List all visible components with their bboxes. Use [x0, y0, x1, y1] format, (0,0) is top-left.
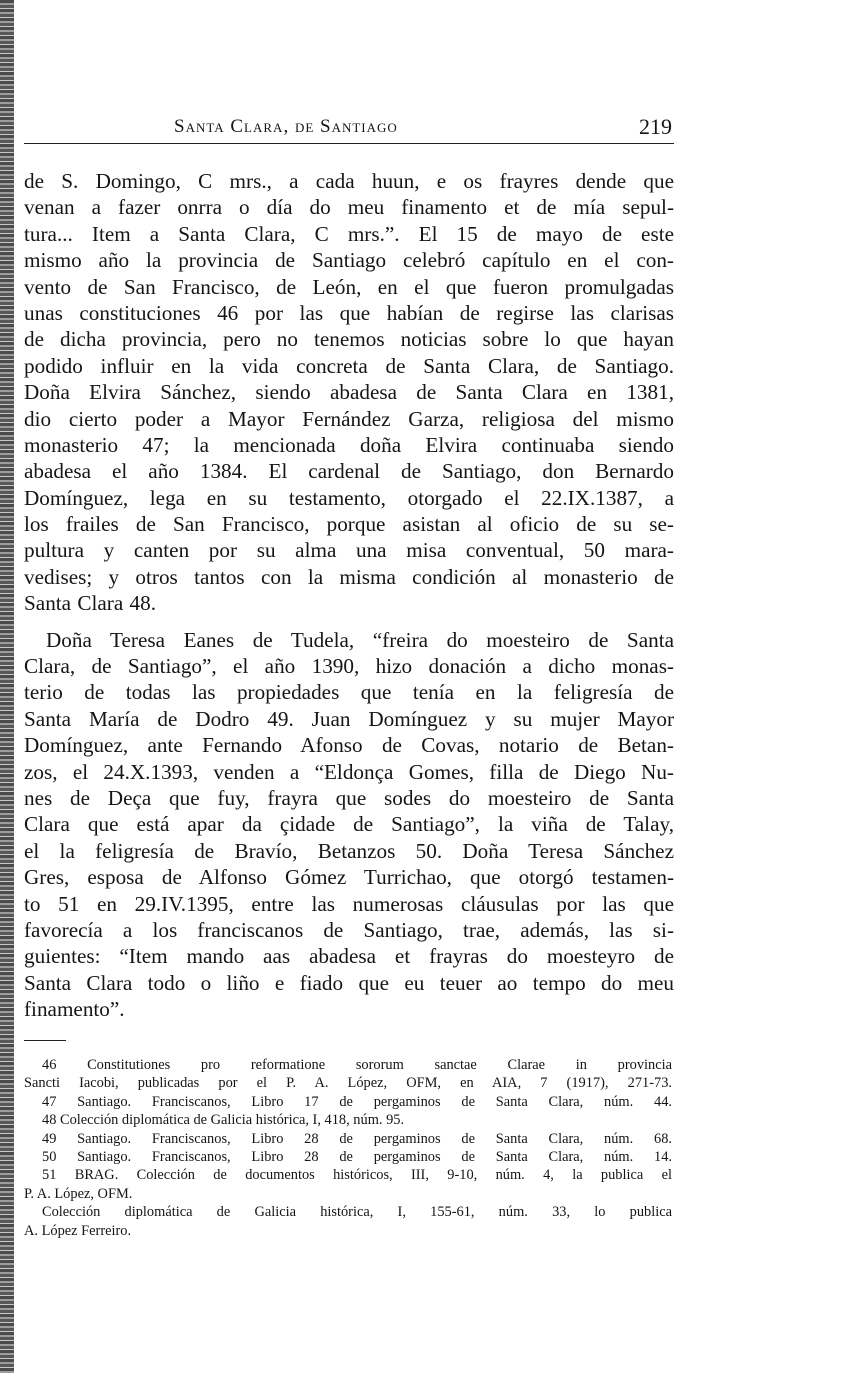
text-line: abadesa el año 1384. El cardenal de Santiago, don Bernardo	[24, 459, 674, 484]
text-line: Santa Clara 48.	[24, 591, 157, 616]
text-line: terio de todas las propiedades que tenía en la feligresía de	[24, 680, 674, 705]
text-line: Domínguez, lega en su testamento, otorgado el 22.IX.1387, a	[24, 485, 674, 510]
text-line: de dicha provincia, pero no tenemos noticias sobre lo que hayan	[24, 327, 674, 352]
text-line: unas constituciones 46 por las que habían de regirse las clarisas	[24, 300, 674, 325]
text-line: pultura y canten por su alma una misa conventual, 50 mara-	[24, 538, 674, 563]
text-line: tura... Item a Santa Clara, C mrs.”. El 15 de mayo de este	[24, 221, 674, 246]
footnote-line: Sancti Iacobi, publicadas por el P. A. López, OFM, en AIA, 7 (1917), 271-73.	[24, 1075, 672, 1092]
text-line: podido influir en la vida concreta de Santa Clara, de Santiago.	[24, 353, 674, 378]
footnote-line: 50 Santiago. Franciscanos, Libro 28 de pergaminos de Santa Clara, núm. 14.	[42, 1148, 672, 1165]
text-line: to 51 en 29.IV.1395, entre las numerosas cláusulas por las que	[24, 891, 674, 916]
text-line: mismo año la provincia de Santiago celebró capítulo en el con-	[24, 248, 674, 273]
footnote-line: P. A. López, OFM.	[24, 1185, 133, 1202]
footnote-line: 51 BRAG. Colección de documentos históricos, III, 9-10, núm. 4, la publica el	[42, 1167, 672, 1184]
text-line: zos, el 24.X.1393, venden a “Eldonça Gomes, filla de Diego Nu-	[24, 759, 674, 784]
text-line: Doña Teresa Eanes de Tudela, “freira do moesteiro de Santa	[46, 627, 674, 652]
footnote-line: 47 Santiago. Franciscanos, Libro 17 de pergaminos de Santa Clara, núm. 44.	[42, 1093, 672, 1110]
footnote-line: 46 Constitutiones pro reformatione sororum sanctae Clarae in provincia	[42, 1057, 672, 1073]
text-line: Santa Clara todo o liño e fiado que eu teuer ao tempo do meu	[24, 970, 674, 995]
text-line: favorecía a los franciscanos de Santiago, trae, además, las si-	[24, 917, 674, 942]
page-number: 219	[639, 114, 672, 139]
text-line: Clara, de Santiago”, el año 1390, hizo donación a dicho monas-	[24, 654, 674, 679]
footnote-line: 49 Santiago. Franciscanos, Libro 28 de pergaminos de Santa Clara, núm. 68.	[42, 1130, 672, 1147]
header-rule	[24, 143, 674, 144]
footnotes	[24, 1056, 672, 1240]
text-line: guientes: “Item mando aas abadesa et frayras do moesteyro de	[24, 944, 674, 969]
text-line: los frailes de San Francisco, porque asistan al oficio de su se-	[24, 512, 674, 537]
footnote-line: A. López Ferreiro.	[24, 1222, 132, 1239]
text-line: Santa María de Dodro 49. Juan Domínguez y su mujer Mayor	[24, 706, 674, 731]
footnote-line: 48 Colección diplomática de Galicia histórica, I, 418, núm. 95.	[42, 1112, 405, 1129]
text-line: Doña Elvira Sánchez, siendo abadesa de Santa Clara en 1381,	[24, 380, 674, 405]
text-line: dio cierto poder a Mayor Fernández Garza, religiosa del mismo	[24, 406, 674, 431]
footnote-line: Colección diplomática de Galicia histórica, I, 155-61, núm. 33, lo publica	[42, 1204, 672, 1221]
page-header	[24, 110, 674, 140]
text-line: Domínguez, ante Fernando Afonso de Covas, notario de Betan-	[24, 733, 674, 758]
text-line: Clara que está apar da çidade de Santiago”, la viña de Talay,	[24, 812, 674, 837]
text-line: vedises; y otros tantos con la misma condición al monasterio de	[24, 564, 674, 589]
main-text	[24, 168, 674, 1023]
text-line: finamento”.	[24, 997, 125, 1022]
text-line: vento de San Francisco, de León, en el que fueron promulgadas	[24, 274, 674, 299]
footnote-rule	[24, 1040, 66, 1041]
book-binding-edge	[0, 0, 14, 1373]
text-line: de S. Domingo, C mrs., a cada huun, e os frayres dende que	[24, 169, 674, 193]
text-line: nes de Deça que fuy, frayra que sodes do moesteiro de Santa	[24, 785, 674, 810]
text-line: Gres, esposa de Alfonso Gómez Turrichao, que otorgó testamen-	[24, 865, 674, 890]
text-line: el la feligresía de Bravío, Betanzos 50. Doña Teresa Sánchez	[24, 838, 674, 863]
text-line: monasterio 47; la mencionada doña Elvira continuaba siendo	[24, 432, 674, 457]
running-head: Santa Clara, de Santiago	[174, 116, 398, 137]
text-line: venan a fazer onrra o día do meu finamento et de mía sepul-	[24, 195, 674, 220]
